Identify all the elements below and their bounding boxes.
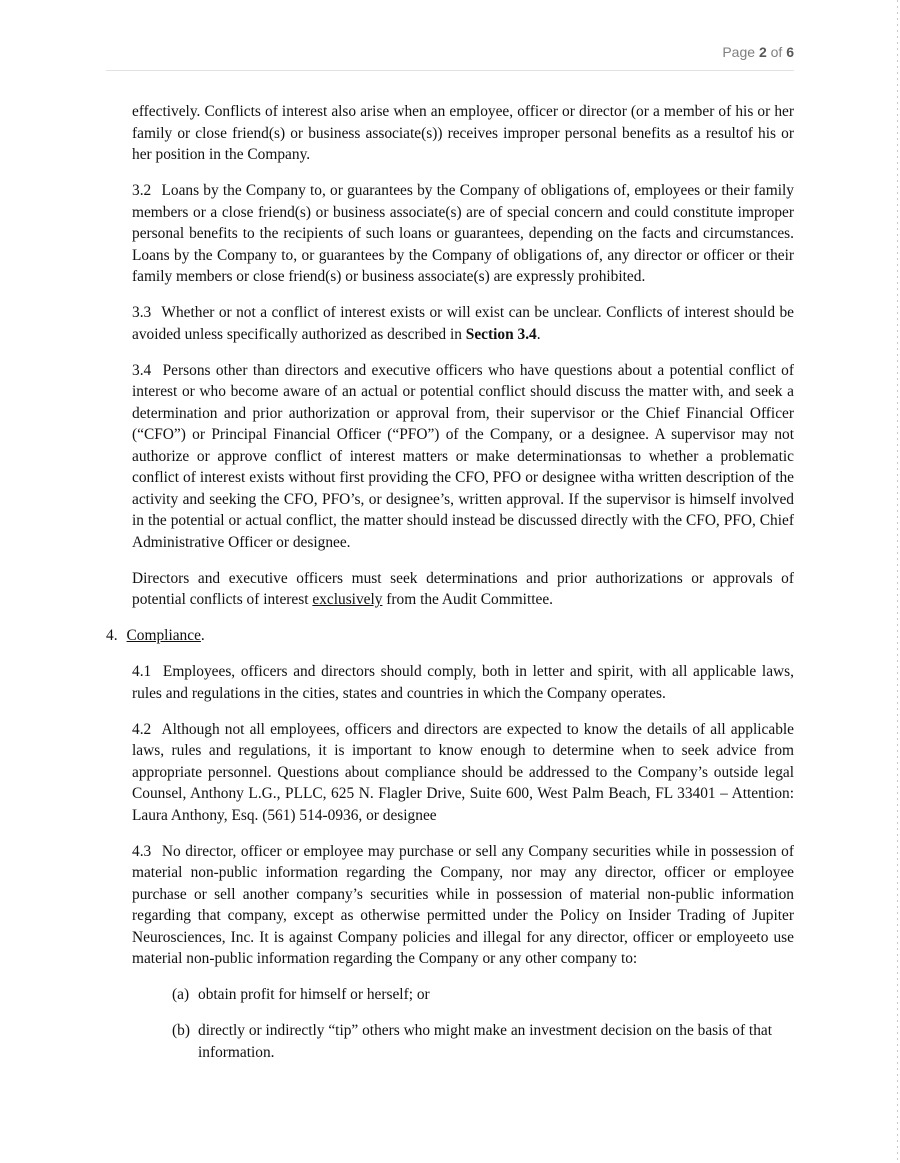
total-page-count: 6 xyxy=(786,44,794,60)
page-label: Page xyxy=(722,44,759,60)
header-divider xyxy=(106,70,794,71)
clause-number: 3.4 xyxy=(132,361,152,379)
paragraph-directors xyxy=(132,568,794,611)
clause-text: Loans by the Company to, or guarantees by the Company of obligations of, employees or their family members or a close friend(s) or business associate(s) are of special concern and could constitute improper personal benefits to the recipients of such loans or guarantees, depending on the facts and circumstances. Loans by the Company to, or guarantees by the Company of obligations of, any director or officer or their family members or close friend(s) or business associate(s) are expressly prohibited. xyxy=(132,182,794,285)
clause-number: 3.3 xyxy=(132,304,152,321)
clause-text: No director, officer or employee may purchase or sell any Company securities while in possession of material non-public information regarding the Company, nor may any director, officer or employee purchase or sell another company’s securities while in possession of material non-public information regarding that company, except as otherwise permitted under the Policy on Insider Trading of Jupiter Neurosciences, Inc. It is against Company policies and illegal for any director, officer or employeeto use material non-public information regarding the Company or any other company to: xyxy=(132,842,794,967)
section-4-heading xyxy=(106,625,794,647)
clause-end: . xyxy=(536,325,541,343)
paragraph-3-2 xyxy=(132,180,794,288)
list-item-b xyxy=(132,1020,794,1063)
section-reference: Section 3.4 xyxy=(465,325,537,343)
section-title: Compliance xyxy=(126,627,201,644)
paragraph-3-4 xyxy=(132,360,794,554)
clause-text-end: from the Audit Committee. xyxy=(382,591,554,608)
clause-text: Persons other than directors and executive officers who have questions about a potential conflict of interest or who become aware of an actual or potential conflict should discuss the matter with, and seek a determination and prior authorization or approval from, their supervisor or the Chief Financial Officer (“CFO”) or Principal Financial Officer (“PFO”) of the Company, or a designee. A supervisor may not authorize or approve conflict of interest matters or make determinationsas to whether a problematic conflict of interest exists without first providing the CFO, PFO or designee witha written description of the activity and seeking the CFO, PFO’s, or designee’s, written approval. If the supervisor is himself involved in the potential or actual conflict, the matter should instead be discussed directly with the CFO, PFO, Chief Administrative Officer or designee. xyxy=(132,361,794,551)
page-of-label: of xyxy=(766,44,787,60)
paragraph-4-3 xyxy=(132,841,794,970)
paragraph-4-2 xyxy=(132,719,794,827)
page-number-header xyxy=(0,44,794,60)
document-body xyxy=(106,101,794,1078)
clause-text: Whether or not a conflict of interest exists or will exist can be unclear. Conflicts of interest should be avoided unless specifically authorized as described in xyxy=(132,304,794,343)
clause-text: Although not all employees, officers and directors are expected to know the details of all applicable laws, rules and regulations, it is important to know enough to determine when to seek advice from appropriate personnel. Questions about compliance should be addressed to the Company’s outside legal Counsel, Anthony L.G., PLLC, 625 N. Flagler Drive, Suite 600, West Palm Beach, FL 33401 – Attention: Laura Anthony, Esq. (561) 514-0936, or designee xyxy=(132,720,794,824)
current-page-number: 2 xyxy=(758,44,767,60)
paragraph-continuation: effectively. Conflicts of interest also arise when an employee, officer or director (or a member of his or her family or close friend(s) or business associate(s)) receives improper personal benefits as a resultof his or her position in the Company. xyxy=(132,103,794,163)
section-number: 4. xyxy=(106,627,118,644)
list-item-a xyxy=(132,984,794,1006)
clause-text: Employees, officers and directors should comply, both in letter and spirit, with all applicable laws, rules and regulations in the cities, states and countries in which the Company operates. xyxy=(132,663,794,702)
page-edge-divider xyxy=(897,0,898,1163)
clause-number: 4.2 xyxy=(132,720,152,738)
list-label: (a) xyxy=(172,986,190,1003)
clause-text: Directors and executive officers must seek determinations and prior authorizations or approvals of potential conflicts of interest xyxy=(132,569,794,608)
section-title-end: . xyxy=(200,627,205,644)
paragraph-3-3 xyxy=(132,302,794,345)
list-label: (b) xyxy=(172,1022,190,1039)
clause-number: 4.1 xyxy=(132,663,152,680)
list-text: obtain profit for himself or herself; or xyxy=(198,986,430,1003)
emphasis-exclusively: exclusively xyxy=(312,591,383,608)
clause-number: 3.2 xyxy=(132,182,152,199)
list-text: directly or indirectly “tip” others who might make an investment decision on the basis of that information. xyxy=(198,1022,773,1061)
clause-number: 4.3 xyxy=(132,842,152,860)
paragraph-4-1 xyxy=(132,661,794,704)
